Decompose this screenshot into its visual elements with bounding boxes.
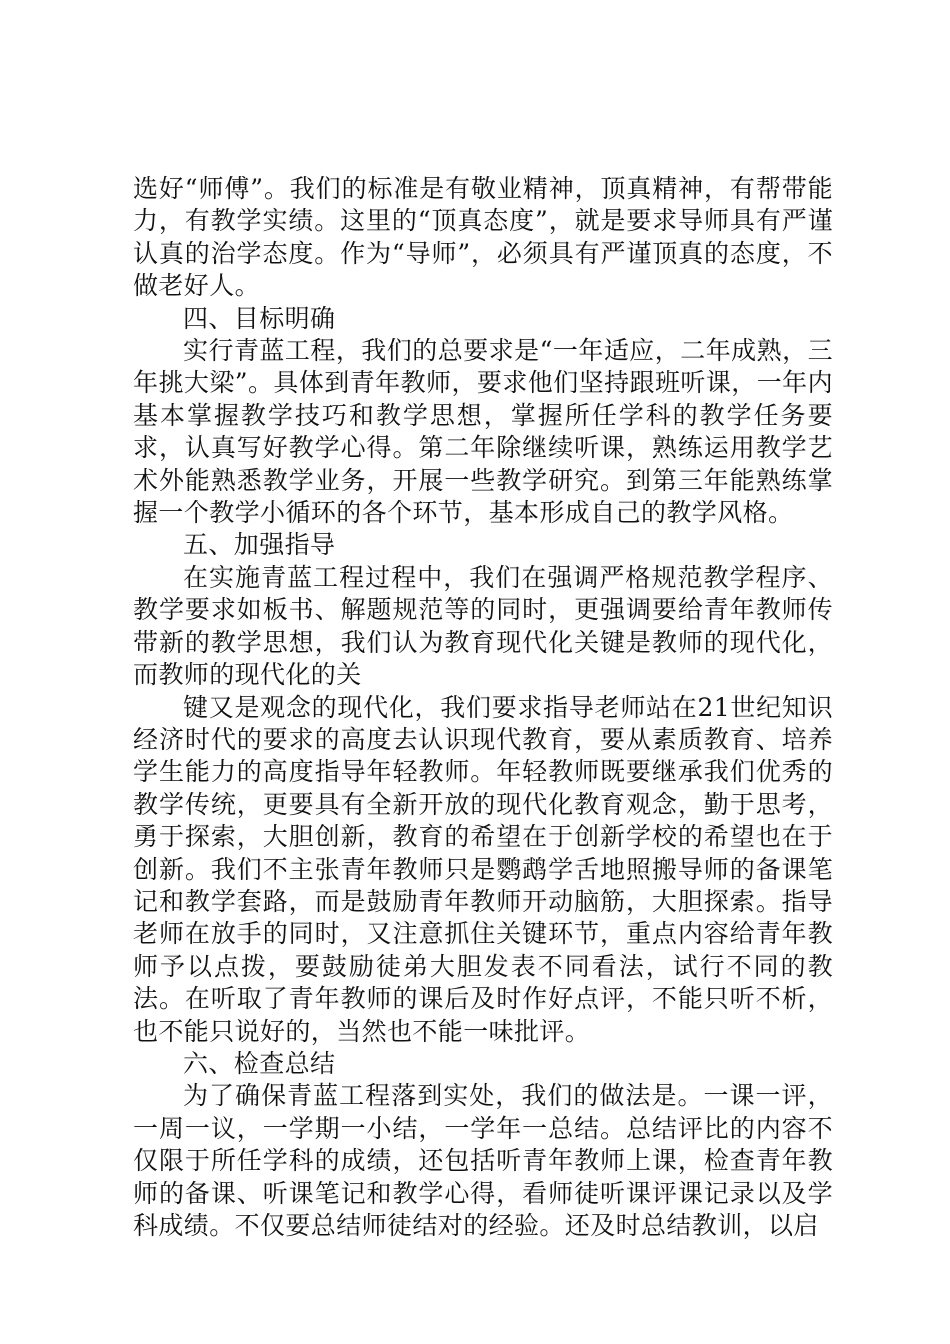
section-heading-goals: 四、目标明确 [183,303,336,333]
section-heading-guidance: 五、加强指导 [183,530,336,560]
paragraph-mentor-selection: 选好“师傅”。我们的标准是有敬业精神，顶真精神，有帮带能力，有教学实绩。这里的“顶真态度”，就是要求导师具有严谨认真的治学态度。作为“导师”，必须具有严谨顶真的态度，不做老好人。 [133,174,833,301]
paragraph-guidance-part-1: 在实施青蓝工程过程中，我们在强调严格规范教学程序、教学要求如板书、解题规范等的同时，更强调要给青年教师传带新的教学思想，我们认为教育现代化关键是教师的现代化，而教师的现代化的关 [133,562,833,690]
paragraph-goals: 实行青蓝工程，我们的总要求是“一年适应，二年成熟，三年挑大梁”。具体到青年教师，要求他们坚持跟班听课，一年内基本掌握教学技巧和教学思想，掌握所任学科的教学任务要求，认真写好教学心得。第二年除继续听课，熟练运用教学艺术外能熟悉教学业务，开展一些教学研究。到第三年能熟练掌握一个教学小循环的各个环节，基本形成自己的教学风格。 [133,336,833,528]
paragraph-review: 为了确保青蓝工程落到实处，我们的做法是。一课一评，一周一议，一学期一小结，一学年一总结。总结评比的内容不仅限于所任学科的成绩，还包括听青年教师上课，检查青年教师的备课、听课笔记和教学心得，看师徒听课评课记录以及学科成绩。不仅要总结师徒结对的经验。还及时总结教训，以启 [133,1081,833,1240]
section-heading-review: 六、检查总结 [183,1048,336,1078]
paragraph-guidance-part-2: 键又是观念的现代化，我们要求指导老师站在21世纪知识经济时代的要求的高度去认识现代教育，要从素质教育、培养学生能力的高度指导年轻教师。年轻教师既要继承我们优秀的教学传统，更要具有全新开放的现代化教育观念，勤于思考，勇于探索，大胆创新，教育的希望在于创新学校的希望也在于创新。我们不主张青年教师只是鹦鹉学舌地照搬导师的备课笔记和教学套路，而是鼓励青年教师开动脑筋，大胆探索。指导老师在放手的同时，又注意抓住关键环节，重点内容给青年教师予以点拨，要鼓励徒弟大胆发表不同看法，试行不同的教法。在听取了青年教师的课后及时作好点评，不能只听不析，也不能只说好的，当然也不能一味批评。 [133,692,833,1046]
document-body [133,173,833,1242]
